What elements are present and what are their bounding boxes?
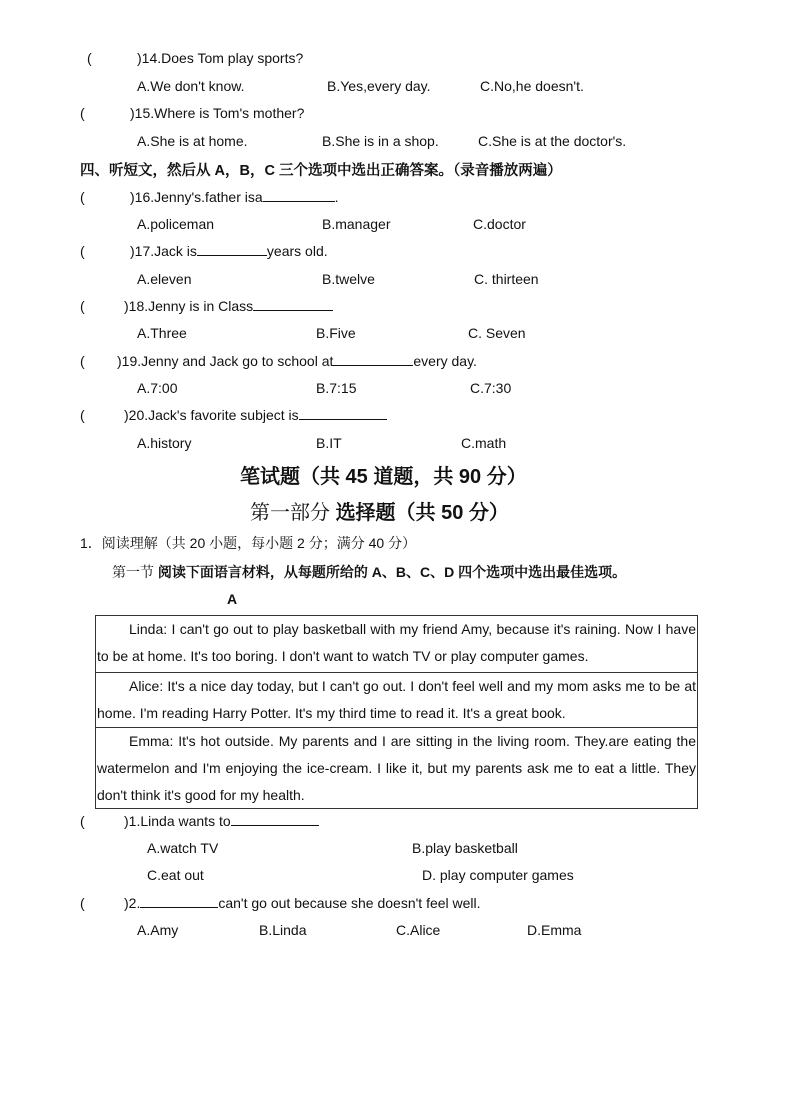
- question-text: )14.Does Tom play sports?: [137, 50, 304, 66]
- answer-paren: (: [80, 407, 85, 423]
- option-a: A.7:00: [137, 380, 178, 396]
- option-c: C. Seven: [468, 325, 526, 341]
- option-b: B.IT: [316, 435, 342, 451]
- answer-blank: [197, 243, 267, 256]
- question-text: )2. can't go out because she doesn't feel well.: [124, 895, 481, 911]
- option-a: A.watch TV: [147, 840, 219, 856]
- option-a: A.She is at home.: [137, 133, 248, 149]
- option-c: C.eat out: [147, 867, 204, 883]
- option-c: C.doctor: [473, 216, 526, 232]
- answer-paren: (: [80, 189, 85, 205]
- option-b: B.Yes,every day.: [327, 78, 431, 94]
- answer-blank: [231, 813, 319, 826]
- answer-paren: (: [80, 895, 85, 911]
- passage-table: [95, 615, 698, 809]
- section1-instruction: 第一节 阅读下面语言材料，从每题所给的 A、B、C、D 四个选项中选出最佳选项。: [112, 564, 627, 580]
- answer-blank: [299, 407, 387, 420]
- answer-paren: (: [80, 353, 85, 369]
- option-b: B.play basketball: [412, 840, 518, 856]
- answer-paren: (: [80, 243, 85, 259]
- answer-blank: [253, 298, 333, 311]
- section-heading: 四、听短文，然后从 A，B，C 三个选项中选出正确答案。（录音播放两遍）: [80, 163, 562, 179]
- passage-emma: Emma: It's hot outside. My parents and I are sitting in the living room. They.are eating the watermelon and I'm enjoying the ice-cream. I like it, but my parents ask me to eat a little. They don't think it's good for my health.: [96, 727, 697, 809]
- option-c: C.No,he doesn't.: [480, 78, 584, 94]
- part-title: 第一部分 选择题（共 50 分）: [250, 502, 509, 524]
- question-text: )19.Jenny and Jack go to school at every day.: [117, 353, 477, 369]
- question-text: )16.Jenny's.father isa .: [130, 189, 339, 205]
- option-a: A.Three: [137, 325, 187, 341]
- option-b: B.Five: [316, 325, 356, 341]
- question-text: )18.Jenny is in Class: [124, 298, 333, 314]
- question-text: )15.Where is Tom's mother?: [130, 105, 305, 121]
- option-c: C.math: [461, 435, 507, 451]
- option-a: A.eleven: [137, 271, 192, 287]
- answer-blank: [263, 189, 335, 202]
- answer-paren: (: [80, 813, 85, 829]
- answer-paren-open: (: [87, 50, 92, 66]
- option-b: B.Linda: [259, 922, 307, 938]
- option-d: D.Emma: [527, 922, 582, 938]
- option-a: A.We don't know.: [137, 78, 245, 94]
- answer-paren-open: (: [80, 105, 85, 121]
- option-a: A.policeman: [137, 216, 215, 232]
- option-b: B.She is in a shop.: [322, 133, 439, 149]
- option-b: B.7:15: [316, 380, 357, 396]
- reading-heading: 1．阅读理解（共 20 小题，每小题 2 分；满分 40 分）: [80, 535, 417, 551]
- written-test-title: 笔试题（共 45 道题，共 90 分）: [240, 466, 527, 488]
- question-text: )20.Jack's favorite subject is: [124, 407, 387, 423]
- option-d: D. play computer games: [422, 867, 574, 883]
- question-text: )1.Linda wants to: [124, 813, 319, 829]
- option-c: C. thirteen: [474, 271, 539, 287]
- option-c: C.7:30: [470, 380, 512, 396]
- answer-blank: [333, 353, 413, 366]
- option-b: B.manager: [322, 216, 391, 232]
- option-c: C.She is at the doctor's.: [478, 133, 627, 149]
- answer-blank: [140, 895, 218, 908]
- answer-paren: (: [80, 298, 85, 314]
- passage-alice: Alice: It's a nice day today, but I can't go out. I don't feel well and my mom asks me to be at home. I'm reading Harry Potter. It's my third time to read it. It's a great book.: [96, 672, 697, 727]
- option-c: C.Alice: [396, 922, 441, 938]
- passage-label: A: [227, 591, 238, 607]
- question-text: )17.Jack is years old.: [130, 243, 328, 259]
- option-a: A.Amy: [137, 922, 179, 938]
- option-a: A.history: [137, 435, 192, 451]
- option-b: B.twelve: [322, 271, 375, 287]
- passage-linda: Linda: I can't go out to play basketball with my friend Amy, because it's raining. Now I have to be at home. It's too boring. I don't want to watch TV or play computer games.: [97, 621, 696, 664]
